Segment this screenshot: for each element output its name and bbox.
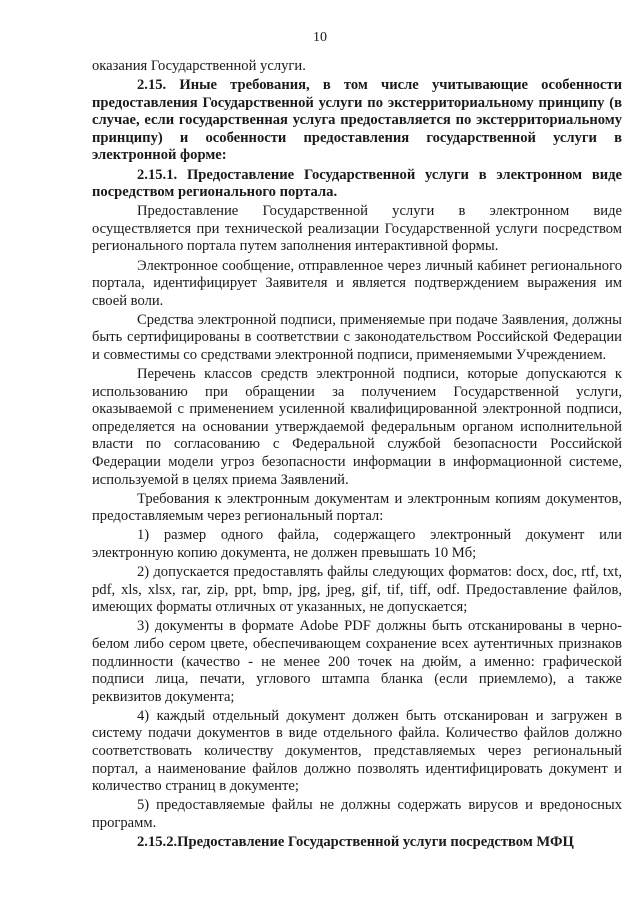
list-item: 4) каждый отдельный документ должен быть отсканирован и загружен в систему подачи документов в виде отдельного файла. Количество файлов должно соответствовать количеству документов, представляемых через региональный портал, а наименование файлов должно позволять идентифицировать документ и количество страниц в документе; [92, 707, 622, 795]
list-item: 5) предоставляемые файлы не должны содержать вирусов и вредоносных программ. [92, 797, 622, 831]
subsection-heading: 2.15.2.Предоставление Государственной услуги посредством МФЦ [137, 834, 574, 851]
list-item: 3) документы в формате Adobe PDF должны быть отсканированы в черно-белом либо сером цвете, обеспечивающем сохранение всех аутентичных признаков подлинности (качество - не менее 200 точек на дюйм, а именно: графической подписи лица, печати, углового штампа бланка (если приемлемо), а также реквизитов документа; [92, 618, 622, 705]
paragraph: Средства электронной подписи, применяемые при подаче Заявления, должны быть сертифицированы в соответствии с законодательством Российской Федерации и совместимы со средствами электронной подписи, применяемыми Учреждением. [92, 311, 622, 363]
paragraph: оказания Государственной услуги. [92, 58, 306, 74]
paragraph: Электронное сообщение, отправленное через личный кабинет регионального портала, идентифицирует Заявителя и является подтверждением выражения им своей воли. [92, 257, 622, 309]
list-item: 1) размер одного файла, содержащего электронный документ или электронную копию документа, не должен превышать 10 Мб; [92, 527, 622, 562]
document-body [92, 58, 622, 853]
paragraph: Требования к электронным документам и электронным копиям документов, предоставляемым через региональный портал: [92, 490, 622, 525]
page-number: 10 [313, 30, 327, 45]
paragraph: Перечень классов средств электронной подписи, которые допускаются к использованию при обращении за получением Государственной услуги, оказываемой с применением усиленной квалифицированной электронной подписи, определяется на основании утверждаемой федеральным органом исполнительной власти по согласованию с Федеральной службой безопасности Российской Федерации модели угроз безопасности информации в информационной системе, используемой в целях приема Заявлений. [92, 366, 622, 488]
paragraph: Предоставление Государственной услуги в электронном виде осуществляется при технической реализации Государственной услуги посредством регионального портала путем заполнения интерактивной формы. [92, 203, 622, 255]
subsection-heading: 2.15.1. Предоставление Государственной услуги в электронном виде посредством регионального портала. [92, 166, 622, 201]
section-heading: 2.15. Иные требования, в том числе учитывающие особенности предоставления Государственной услуги по экстерриториальному принципу (в случае, если государственная услуга предоставляется по экстерриториальному принципу) и особенности предоставления государственной услуги в электронной форме: [92, 77, 622, 164]
list-item: 2) допускается предоставлять файлы следующих форматов: docx, doc, rtf, txt, pdf, xls, xlsx, rar, zip, ppt, bmp, jpg, jpeg, gif, tif, tiff, odf. Предоставление файлов, имеющих форматы отличных от указанных, не допускается; [92, 564, 622, 616]
